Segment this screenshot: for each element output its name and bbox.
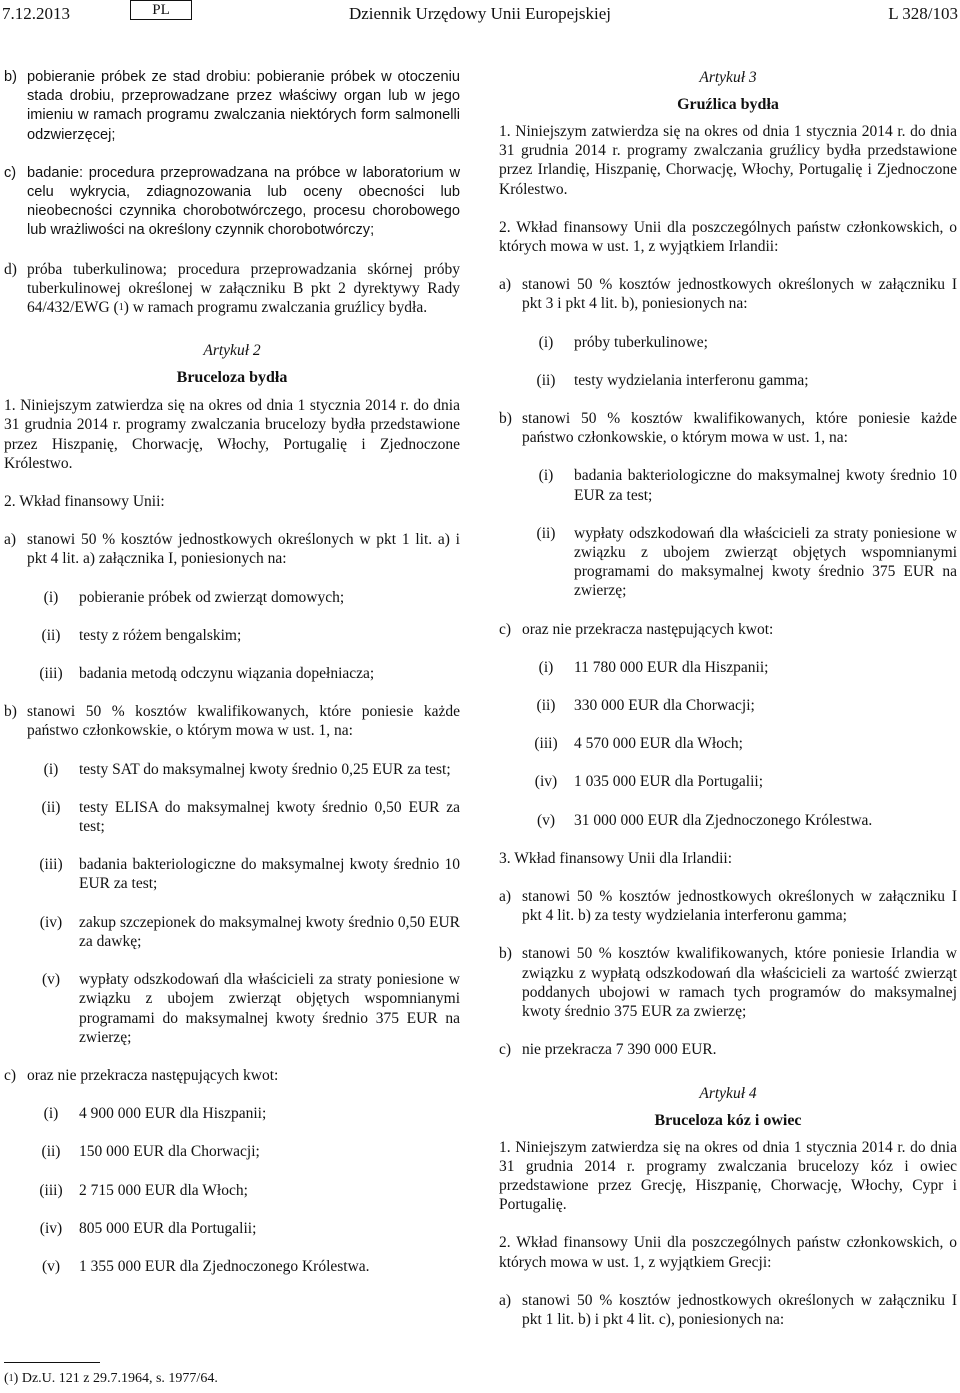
footnote-text: ) Dz.U. 121 z 29.7.1964, s. 1977/64. — [13, 1371, 218, 1386]
sub-item-marker: (iii) — [39, 665, 63, 683]
sub-item — [27, 1104, 460, 1123]
sub-item-marker: (ii) — [536, 371, 556, 389]
sub-item-text: testy SAT do maksymalnej kwoty średnio 0,25 EUR za test; — [79, 760, 451, 778]
item-text: stanowi 50 % kosztów jednostkowych określonych w pkt 1 lit. a) i pkt 4 lit. a) załącznika I, poniesionych na: — [27, 531, 460, 568]
item-text: stanowi 50 % kosztów jednostkowych określonych w załączniku I pkt 4 lit. b) za testy wydzielania interferonu gamma; — [522, 888, 957, 925]
article-2-para-2: 2. Wkład finansowy Unii: — [4, 493, 165, 511]
sub-item — [27, 970, 460, 1047]
sub-item — [27, 1257, 460, 1276]
left-column — [4, 68, 460, 1295]
item-text: stanowi 50 % kosztów kwalifikowanych, które poniesie każde państwo członkowskie, o którym mowa w ust. 1, na: — [27, 703, 460, 740]
sub-item-marker: (i) — [43, 588, 59, 606]
item-marker: c) — [4, 164, 17, 181]
item-marker: a) — [499, 276, 512, 294]
item-text: stanowi 50 % kosztów kwalifikowanych, które poniesie Irlandia w związku z wypłatą odszkodowań dla właścicieli za wartość zwierząt poddanych ubojowi w ramach tych programów do maksymalnej kwoty średnio 375 EUR za zwierzę; — [522, 945, 957, 1021]
sub-item-text: badania bakteriologiczne do maksymalnej kwoty średnio 10 EUR za test; — [574, 467, 957, 504]
sub-item-marker: (i) — [43, 1105, 59, 1123]
sub-item-text: 2 715 000 EUR dla Włoch; — [79, 1181, 248, 1199]
sub-item-marker: (iii) — [39, 856, 63, 874]
art3-c-sublist — [499, 658, 957, 830]
sub-item — [27, 913, 460, 951]
item-marker: c) — [4, 1066, 17, 1084]
article-3-para-3: 3. Wkład finansowy Unii dla Irlandii: — [499, 849, 733, 867]
sub-item-text: pobieranie próbek od zwierząt domowych; — [79, 588, 345, 606]
sub-item-text: 31 000 000 EUR dla Zjednoczonego Królestwa. — [574, 811, 873, 829]
sub-item — [522, 772, 957, 791]
sub-item-text: wypłaty odszkodowań dla właścicieli za straty poniesione w związku z ubojem zwierząt objętych wspomnianymi programami do maksymalnej kwoty średnio 375 EUR na zwierzę; — [574, 524, 957, 600]
sub-item-marker: (iv) — [39, 1219, 63, 1237]
definition-d — [4, 260, 460, 318]
article-4-title: Bruceloza kóz i owiec — [654, 1111, 802, 1129]
article-2-para-1: 1. Niniejszym zatwierdza się na okres od dnia 1 stycznia 2014 r. do dnia 31 grudnia 2014 r. programy zwalczania brucelozy bydła przedstawione przez Hiszpanię, Chorwację, Włochy, Portugalię i Zjednoczone Królestwo. — [4, 397, 460, 472]
sub-item — [27, 1219, 460, 1238]
item-marker: b) — [4, 69, 17, 85]
publication-date: 7.12.2013 — [2, 4, 70, 23]
sub-item-text: 1 035 000 EUR dla Portugalii; — [574, 773, 764, 791]
item-marker: b) — [499, 410, 512, 428]
sub-item-marker: (ii) — [41, 626, 61, 644]
sub-item — [522, 658, 957, 677]
sub-item — [27, 760, 460, 779]
sub-item-marker: (iv) — [39, 913, 63, 931]
item-text: pobieranie próbek ze stad drobiu: pobieranie próbek w otoczeniu stada drobiu, przeprowadzane przez właściwy organ lub w jego imieniu w ramach programu zwalczania niektórych form salmonelli odzwierzęcej; — [27, 69, 460, 143]
page-header — [0, 0, 960, 34]
art4-item-a — [499, 1291, 957, 1329]
sub-item-text: 1 355 000 EUR dla Zjednoczonego Królestwa. — [79, 1257, 370, 1275]
sub-item-text: 330 000 EUR dla Chorwacji; — [574, 697, 755, 715]
art2-c-sublist — [4, 1104, 460, 1276]
sub-item-text: testy wydzielania interferonu gamma; — [574, 371, 809, 389]
sub-item-text: 11 780 000 EUR dla Hiszpanii; — [574, 658, 769, 676]
art3-ireland-a — [499, 887, 957, 925]
sub-item — [522, 734, 957, 753]
sub-item — [27, 1181, 460, 1200]
item-text: stanowi 50 % kosztów jednostkowych określonych w załączniku I pkt 3 i pkt 4 lit. b), poniesionych na: — [522, 276, 957, 313]
sub-item — [522, 466, 957, 504]
sub-item-text: wypłaty odszkodowań dla właścicieli za straty poniesione w związku z ubojem zwierząt objętych wspomnianymi programami do maksymalnej kwoty średnio 375 EUR na zwierzę; — [79, 971, 460, 1046]
sub-item — [522, 811, 957, 830]
language-badge: PL — [130, 0, 192, 20]
sub-item-text: 805 000 EUR dla Portugalii; — [79, 1219, 257, 1237]
article-2-title: Bruceloza bydła — [176, 369, 288, 387]
item-marker: b) — [499, 945, 512, 963]
definition-c — [4, 164, 460, 241]
sub-item-text: zakup szczepionek do maksymalnej kwoty średnio 0,50 EUR za dawkę; — [79, 913, 460, 950]
item-text-cont: ) w ramach programu zwalczania gruźlicy bydła. — [123, 299, 428, 317]
sub-item-marker: (i) — [538, 658, 554, 676]
sub-item — [27, 588, 460, 607]
item-text: nie przekracza 7 390 000 EUR. — [522, 1041, 717, 1059]
art2-item-a — [4, 530, 460, 568]
sub-item — [522, 696, 957, 715]
item-marker: d) — [4, 260, 17, 278]
sub-item — [522, 333, 957, 352]
art3-ireland-b — [499, 944, 957, 1021]
sub-item-marker: (ii) — [41, 1143, 61, 1161]
art2-item-c — [4, 1066, 460, 1085]
sub-item — [27, 664, 460, 683]
page-number: L 328/103 — [888, 4, 958, 23]
art3-item-b — [499, 409, 957, 447]
article-3-para-1: 1. Niniejszym zatwierdza się na okres od dnia 1 stycznia 2014 r. do dnia 31 grudnia 2014 r. programy zwalczania gruźlicy bydła przedstawione przez Irlandię, Hiszpanię, Chorwację, Włochy, Portugalię i Zjednoczone Królestwo. — [499, 123, 957, 198]
sub-item-marker: (iii) — [39, 1181, 63, 1199]
item-marker: c) — [499, 620, 512, 638]
sub-item — [27, 855, 460, 893]
article-4-number: Artykuł 4 — [699, 1084, 757, 1102]
sub-item-marker: (v) — [536, 811, 556, 829]
item-text: oraz nie przekracza następujących kwot: — [522, 620, 774, 638]
art3-a-sublist — [499, 333, 957, 390]
sub-item-marker: (i) — [43, 760, 59, 778]
footnote: ($^1$) Dz.U. 121 z 29.7.1964, s. 1977/64. — [4, 1371, 218, 1386]
sub-item — [27, 798, 460, 836]
sub-item-marker: (iv) — [534, 773, 558, 791]
article-3-para-2: 2. Wkład finansowy Unii dla poszczególnych państw członkowskich, o których mowa w ust. 1, z wyjątkiem Irlandii: — [499, 218, 957, 256]
sub-item — [27, 1142, 460, 1161]
art3-item-a — [499, 275, 957, 313]
right-column — [499, 68, 957, 1348]
sub-item-text: próby tuberkulinowe; — [574, 333, 708, 351]
sub-item-marker: (ii) — [536, 697, 556, 715]
item-marker: c) — [499, 1041, 512, 1059]
sub-item-text: 4 570 000 EUR dla Włoch; — [574, 735, 743, 753]
art3-item-c — [499, 620, 957, 639]
article-3-number: Artykuł 3 — [699, 69, 757, 86]
sub-item-text: testy z różem bengalskim; — [79, 626, 242, 644]
art2-item-b — [4, 702, 460, 740]
sub-item — [27, 626, 460, 645]
item-marker: a) — [4, 531, 17, 549]
definition-b — [4, 68, 460, 145]
footnote-ref: 1 — [118, 302, 124, 314]
footnote-separator — [4, 1362, 100, 1363]
art2-b-sublist — [4, 760, 460, 1047]
sub-item-marker: (i) — [538, 467, 554, 485]
sub-item — [522, 524, 957, 601]
sub-item — [522, 371, 957, 390]
article-3-title: Gruźlica bydła — [677, 96, 779, 113]
footnote-number: 1 — [8, 1373, 14, 1384]
sub-item-text: testy ELISA do maksymalnej kwoty średnio 0,50 EUR za test; — [79, 798, 460, 836]
sub-item-marker: (v) — [41, 1257, 61, 1275]
item-text: stanowi 50 % kosztów kwalifikowanych, które poniesie każde państwo członkowskie, o którym mowa w ust. 1, na: — [522, 410, 957, 447]
article-4-para-2: 2. Wkład finansowy Unii dla poszczególnych państw członkowskich, o których mowa w ust. 1, z wyjątkiem Grecji: — [499, 1234, 957, 1271]
sub-item-text: badania metodą odczynu wiązania dopełniacza; — [79, 665, 375, 683]
sub-item-marker: (iii) — [534, 735, 558, 753]
sub-item-marker: (i) — [538, 333, 554, 351]
art3-b-sublist — [499, 466, 957, 600]
sub-item-text: badania bakteriologiczne do maksymalnej kwoty średnio 10 EUR za test; — [79, 856, 460, 893]
item-text: oraz nie przekracza następujących kwot: — [27, 1066, 279, 1084]
item-marker: a) — [499, 1291, 512, 1309]
item-text: stanowi 50 % kosztów jednostkowych określonych w załączniku I pkt 1 lit. b) i pkt 4 lit. c), poniesionych na: — [522, 1291, 957, 1328]
article-2-number: Artykuł 2 — [203, 342, 261, 360]
sub-item-text: 150 000 EUR dla Chorwacji; — [79, 1143, 260, 1161]
item-marker: b) — [4, 703, 17, 721]
article-4-para-1: 1. Niniejszym zatwierdza się na okres od dnia 1 stycznia 2014 r. do dnia 31 grudnia 2014 r. programy zwalczania brucelozy kóz i owiec przedstawione przez Grecję, Hiszpanię, Chorwację, Włochy, Cypr i Portugalię. — [499, 1138, 957, 1214]
art2-a-sublist — [4, 588, 460, 684]
item-marker: a) — [499, 888, 512, 906]
sub-item-marker: (ii) — [536, 524, 556, 542]
art3-ireland-c — [499, 1040, 957, 1059]
sub-item-marker: (ii) — [41, 798, 61, 816]
sub-item-marker: (v) — [41, 971, 61, 989]
sub-item-text: 4 900 000 EUR dla Hiszpanii; — [79, 1105, 267, 1123]
journal-title: Dziennik Urzędowy Unii Europejskiej — [348, 4, 611, 23]
item-text: badanie: procedura przeprowadzana na próbce w laboratorium w celu wykrycia, zdiagnozowania lub oceny obecności lub nieobecności czynnika chorobotwórczego, procesu chorobowego lub wrażliwości na określony czynnik chorobotwórczy; — [27, 164, 460, 239]
item-text: próba tuberkulinowa; procedura przeprowadzania skórnej próby tuberkulinowej określonej w załączniku B pkt 2 dyrektywy Rady 64/432/EWG ( — [27, 260, 460, 317]
